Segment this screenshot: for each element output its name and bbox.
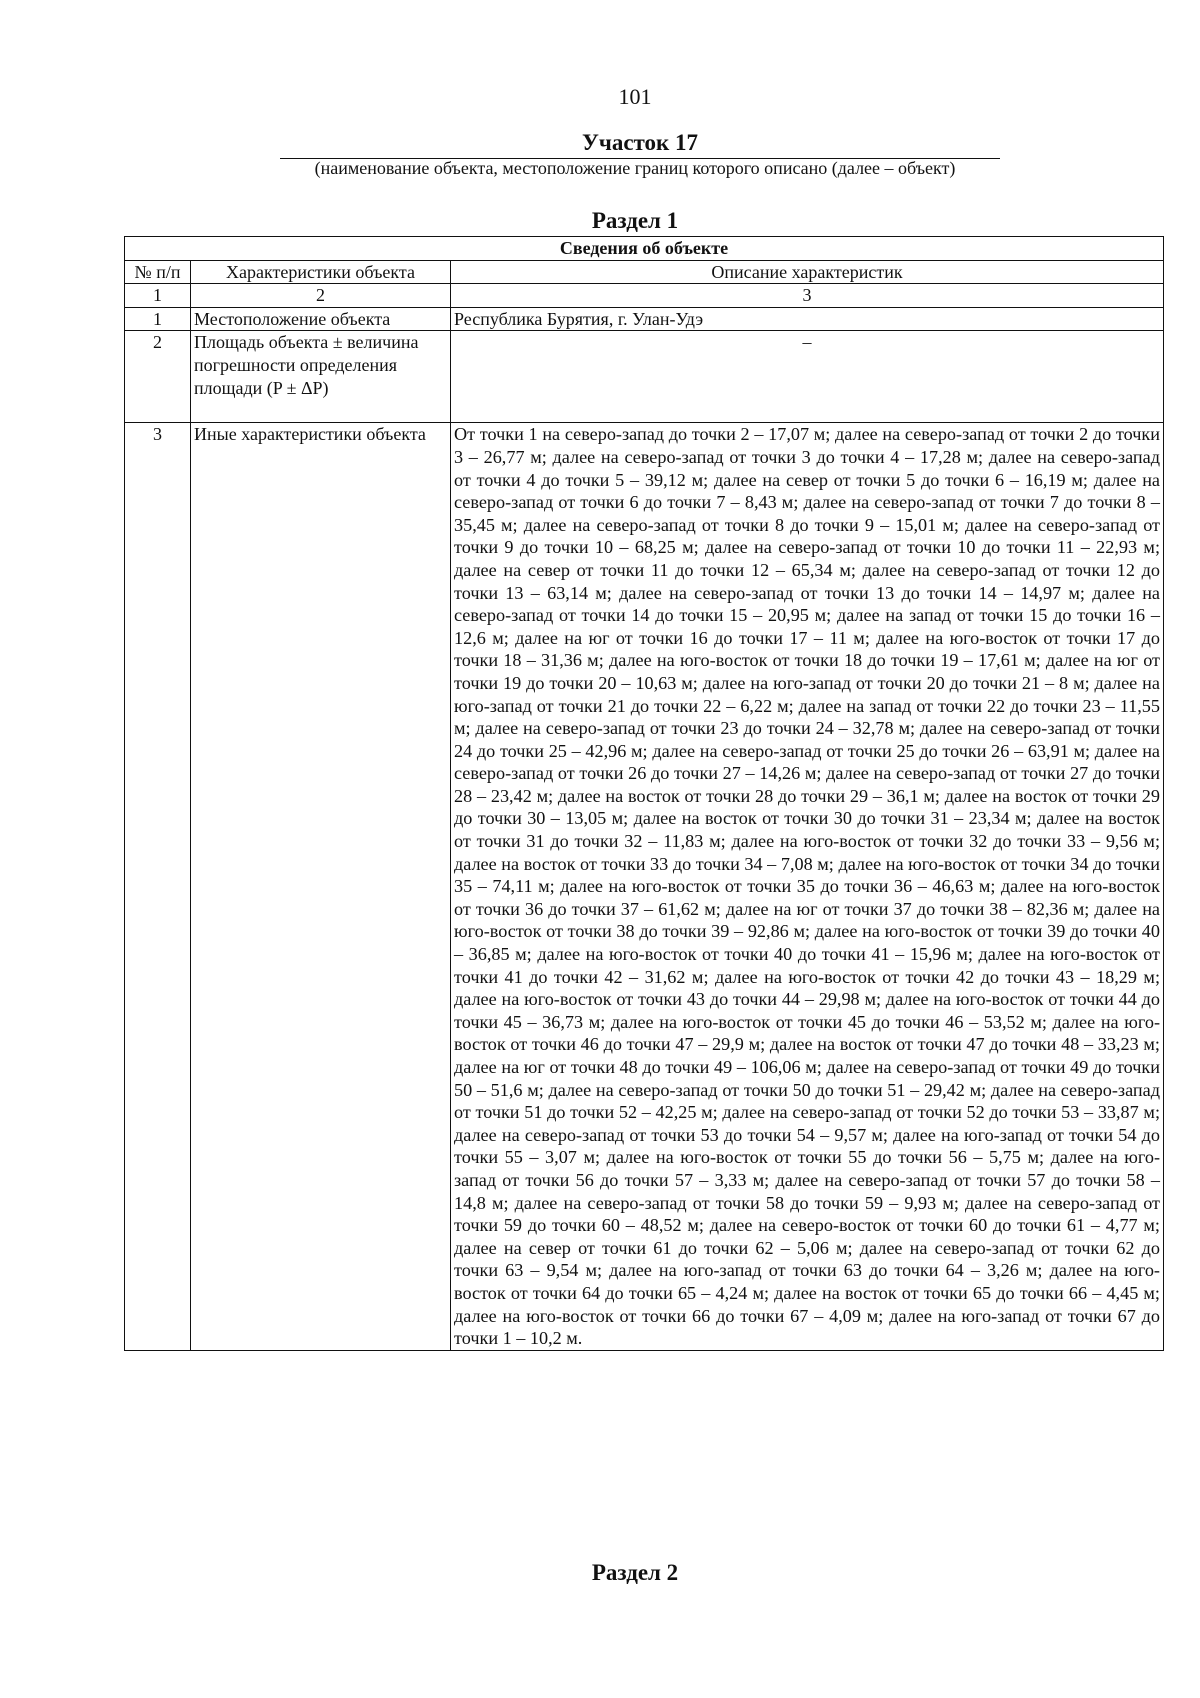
column-number-row — [125, 284, 1164, 308]
column-number: 3 — [451, 284, 1164, 308]
object-info-table — [124, 236, 1164, 1351]
table-caption: Сведения об объекте — [125, 237, 1164, 261]
column-number: 2 — [191, 284, 451, 308]
object-caption: (наименование объекта, местоположение границ которого описано (далее – объект) — [314, 158, 956, 178]
table-caption-row — [125, 237, 1164, 261]
row-characteristic: Площадь объекта ± величина погрешности определения площади (P ± ΔP) — [191, 331, 451, 423]
row-description: – — [451, 331, 1164, 423]
section-1-heading: Раздел 1 — [591, 208, 679, 233]
header-description: Описание характеристик — [451, 260, 1164, 284]
row-number: 3 — [125, 423, 191, 1350]
table-row — [125, 331, 1164, 423]
boundary-description: От точки 1 на северо-запад до точки 2 – 17,07 м; далее на северо-запад от точки 2 до точки 3 – 26,77 м; далее на северо-запад от точки 3 до точки 4 – 17,28 м; далее на северо-запад от точки 4 до точки 5 – 39,12 м; далее на север от точки 5 до точки 6 – 16,19 м; далее на северо-запад от точки 6 до точки 7 – 8,43 м; далее на северо-запад от точки 7 до точки 8 – 35,45 м; далее на северо-запад от точки 8 до точки 9 – 15,01 м; далее на северо-запад от точки 9 до точки 10 – 68,25 м; далее на северо-запад от точки 10 до точки 11 – 22,93 м; далее на север от точки 11 до точки 12 – 65,34 м; далее на северо-запад от точки 12 до точки 13 – 63,14 м; далее на северо-запад от точки 13 до точки 14 – 14,97 м; далее на северо-запад от точки 14 до точки 15 – 20,95 м; далее на запад от точки 15 до точки 16 – 12,6 м; далее на юг от точки 16 до точки 17 – 11 м; далее на юго-восток от точки 17 до точки 18 – 31,36 м; далее на юго-восток от точки 18 до точки 19 – 17,61 м; далее на юг от точки 19 до точки 20 – 10,63 м; далее на юго-запад от точки 20 до точки 21 – 8 м; далее на юго-запад от точки 21 до точки 22 – 6,22 м; далее на запад от точки 22 до точки 23 – 11,55 м; далее на северо-запад от точки 23 до точки 24 – 32,78 м; далее на северо-запад от точки 24 до точки 25 – 42,96 м; далее на северо-запад от точки 25 до точки 26 – 63,91 м; далее на северо-запад от точки 26 до точки 27 – 14,26 м; далее на северо-запад от точки 27 до точки 28 – 23,42 м; далее на восток от точки 28 до точки 29 – 36,1 м; далее на восток от точки 29 до точки 30 – 13,05 м; далее на восток от точки 30 до точки 31 – 23,34 м; далее на восток от точки 31 до точки 32 – 11,83 м; далее на юго-восток от точки 32 до точки 33 – 9,56 м; далее на восток от точки 33 до точки 34 – 7,08 м; далее на юго-восток от точки 34 до точки 35 – 74,11 м; далее на юго-восток от точки 35 до точки 36 – 46,63 м; далее на юго-восток от точки 36 до точки 37 – 61,62 м; далее на юг от точки 37 до точки 38 – 82,36 м; далее на юго-восток от точки 38 до точки 39 – 92,86 м; далее на юго-восток от точки 39 до точки 40 – 36,85 м; далее на юго-восток от точки 40 до точки 41 – 15,96 м; далее на юго-восток от точки 41 до точки 42 – 31,62 м; далее на юго-восток от точки 42 до точки 43 – 18,29 м; далее на юго-восток от точки 43 до точки 44 – 29,98 м; далее на юго-восток от точки 44 до точки 45 – 36,73 м; далее на юго-восток от точки 45 до точки 46 – 53,52 м; далее на юго-восток от точки 46 до точки 47 – 29,9 м; далее на восток от точки 47 до точки 48 – 33,23 м; далее на юг от точки 48 до точки 49 – 106,06 м; далее на северо-запад от точки 49 до точки 50 – 51,6 м; далее на северо-запад от точки 50 до точки 51 – 29,42 м; далее на северо-запад от точки 51 до точки 52 – 42,25 м; далее на северо-запад от точки 52 до точки 53 – 33,87 м; далее на северо-запад от точки 53 до точки 54 – 9,57 м; далее на юго-запад от точки 54 до точки 55 – 3,07 м; далее на юго-восток от точки 55 до точки 56 – 5,75 м; далее на юго-запад от точки 56 до точки 57 – 3,33 м; далее на северо-запад от точки 57 до точки 58 – 14,8 м; далее на северо-запад от точки 58 до точки 59 – 9,93 м; далее на северо-запад от точки 59 до точки 60 – 48,52 м; далее на северо-восток от точки 60 до точки 61 – 4,77 м; далее на север от точки 61 до точки 62 – 5,06 м; далее на северо-запад от точки 62 до точки 63 – 9,54 м; далее на юго-запад от точки 63 до точки 64 – 3,26 м; далее на юго-восток от точки 64 до точки 65 – 4,24 м; далее на восток от точки 65 до точки 66 – 4,45 м; далее на юго-восток от точки 66 до точки 67 – 4,09 м; далее на юго-запад от точки 67 до точки 1 – 10,2 м. — [451, 423, 1164, 1350]
row-description: Республика Бурятия, г. Улан-Удэ — [451, 307, 1164, 331]
column-number: 1 — [125, 284, 191, 308]
table-header-row — [125, 260, 1164, 284]
object-title: Участок 17 — [280, 130, 1000, 159]
row-characteristic: Иные характеристики объекта — [191, 423, 451, 1350]
row-characteristic: Местоположение объекта — [191, 307, 451, 331]
section-2-heading: Раздел 2 — [591, 1560, 679, 1585]
table-row — [125, 307, 1164, 331]
row-number: 1 — [125, 307, 191, 331]
row-number: 2 — [125, 331, 191, 423]
page-number: 101 — [618, 84, 652, 109]
header-number: № п/п — [125, 260, 191, 284]
table-row — [125, 423, 1164, 1350]
header-characteristic: Характеристики объекта — [191, 260, 451, 284]
